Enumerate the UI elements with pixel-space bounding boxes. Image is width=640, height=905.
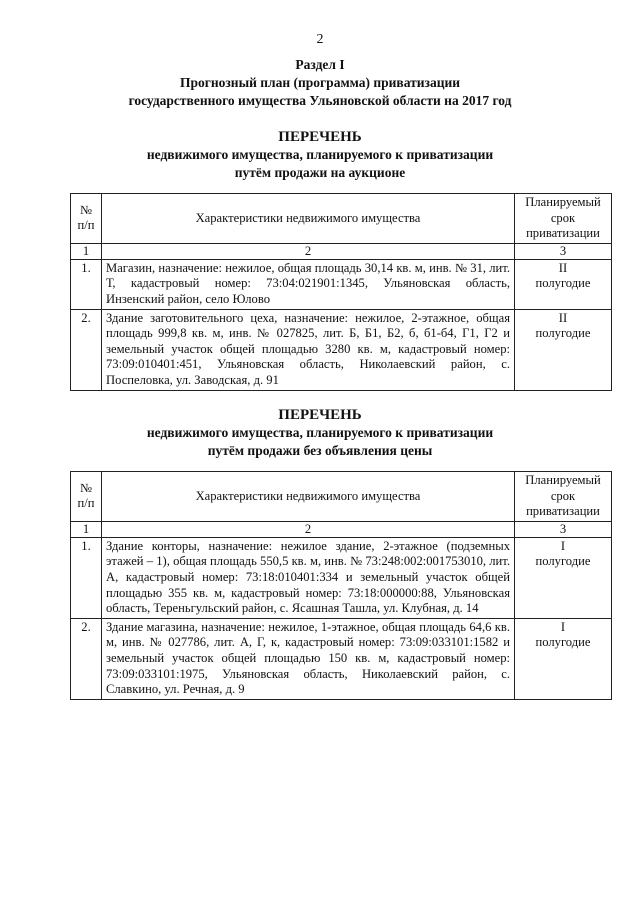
header-term: Планируемый срок приватизации xyxy=(515,472,612,522)
term-word: полугодие xyxy=(535,276,591,291)
page-number: 2 xyxy=(316,32,324,47)
section-subtitle-line1: Прогнозный план (программа) приватизации xyxy=(179,75,461,90)
colnum-3: 3 xyxy=(515,243,612,259)
row-num: 1. xyxy=(71,259,102,309)
table-row xyxy=(71,618,612,699)
row-term xyxy=(515,537,612,618)
term-half: I xyxy=(560,538,566,553)
colnum-2: 2 xyxy=(102,521,515,537)
term-word: полугодие xyxy=(535,326,591,341)
row-desc: Магазин, назначение: нежилое, общая площадь 30,14 кв. м, инв. № 31, лит. Т, кадастровый номер: 73:04:021901:1345, Ульяновская область, Инзенский район, село Юлово xyxy=(102,259,515,309)
term-half: I xyxy=(560,619,566,634)
row-num: 2. xyxy=(71,618,102,699)
row-term xyxy=(515,309,612,390)
colnum-1: 1 xyxy=(71,521,102,537)
row-desc: Здание конторы, назначение: нежилое здание, 2-этажное (подземных этажей – 1), общая площадь 550,5 кв. м, инв. № 73:248:002:001753010, лит. А, кадастровый номер: 73:18:010401:334 и земельный участок общей площадью 355 кв. м, кадастровый номер: 73:18:000000:88, Ульяновская область, Тереньгульский район, с. Ясашная Ташла, ул. Клубная, д. 14 xyxy=(102,537,515,618)
section-header xyxy=(0,56,640,110)
section-title: Раздел I xyxy=(295,57,345,72)
term-half: II xyxy=(558,310,568,325)
list2-line1: недвижимого имущества, планируемого к приватизации xyxy=(146,425,494,440)
column-number-row xyxy=(71,521,612,537)
colnum-2: 2 xyxy=(102,243,515,259)
list2-title: ПЕРЕЧЕНЬ xyxy=(278,407,362,423)
no-price-property-table xyxy=(70,471,612,700)
list1-line1: недвижимого имущества, планируемого к приватизации xyxy=(146,147,494,162)
colnum-1: 1 xyxy=(71,243,102,259)
row-num: 1. xyxy=(71,537,102,618)
colnum-3: 3 xyxy=(515,521,612,537)
row-desc: Здание заготовительного цеха, назначение: нежилое, 2-этажное, общая площадь 999,8 кв. м, инв. № 027825, лит. Б, Б1, Б2, б, б1-б4, Г1, Г2 и земельный участок общей площадью 3280 кв. м, кадастровый номер: 73:09:010401:451, Ульяновская область, Николаевский район, с. Поспеловка, ул. Заводская, д. 91 xyxy=(102,309,515,390)
table-row xyxy=(71,309,612,390)
list1-line2: путём продажи на аукционе xyxy=(234,165,406,180)
row-term xyxy=(515,618,612,699)
header-desc: Характеристики недвижимого имущества xyxy=(102,472,515,522)
list2-header xyxy=(0,406,640,460)
column-number-row xyxy=(71,243,612,259)
header-num: № п/п xyxy=(71,472,102,522)
header-num: № п/п xyxy=(71,194,102,244)
list2-line2: путём продажи без объявления цены xyxy=(207,443,433,458)
list1-title: ПЕРЕЧЕНЬ xyxy=(278,129,362,145)
table-header-row xyxy=(71,194,612,244)
table-header-row xyxy=(71,472,612,522)
term-half: II xyxy=(558,260,568,275)
list1-header xyxy=(0,128,640,182)
header-term: Планируемый срок приватизации xyxy=(515,194,612,244)
term-word: полугодие xyxy=(535,554,591,569)
header-desc: Характеристики недвижимого имущества xyxy=(102,194,515,244)
row-num: 2. xyxy=(71,309,102,390)
auction-property-table xyxy=(70,193,612,391)
table-row xyxy=(71,537,612,618)
row-desc: Здание магазина, назначение: нежилое, 1-этажное, общая площадь 64,6 кв. м, инв. № 027786, лит. А, Г, к, кадастровый номер: 73:09:033101:1582 и земельный участок общей площадью 150 кв. м, кадастровый номер: 73:09:033101:1975, Ульяновская область, Николаевский район, с. Славкино, ул. Речная, д. 9 xyxy=(102,618,515,699)
section-subtitle-line2: государственного имущества Ульяновской области на 2017 год xyxy=(128,93,512,108)
term-word: полугодие xyxy=(535,635,591,650)
table-row xyxy=(71,259,612,309)
row-term xyxy=(515,259,612,309)
